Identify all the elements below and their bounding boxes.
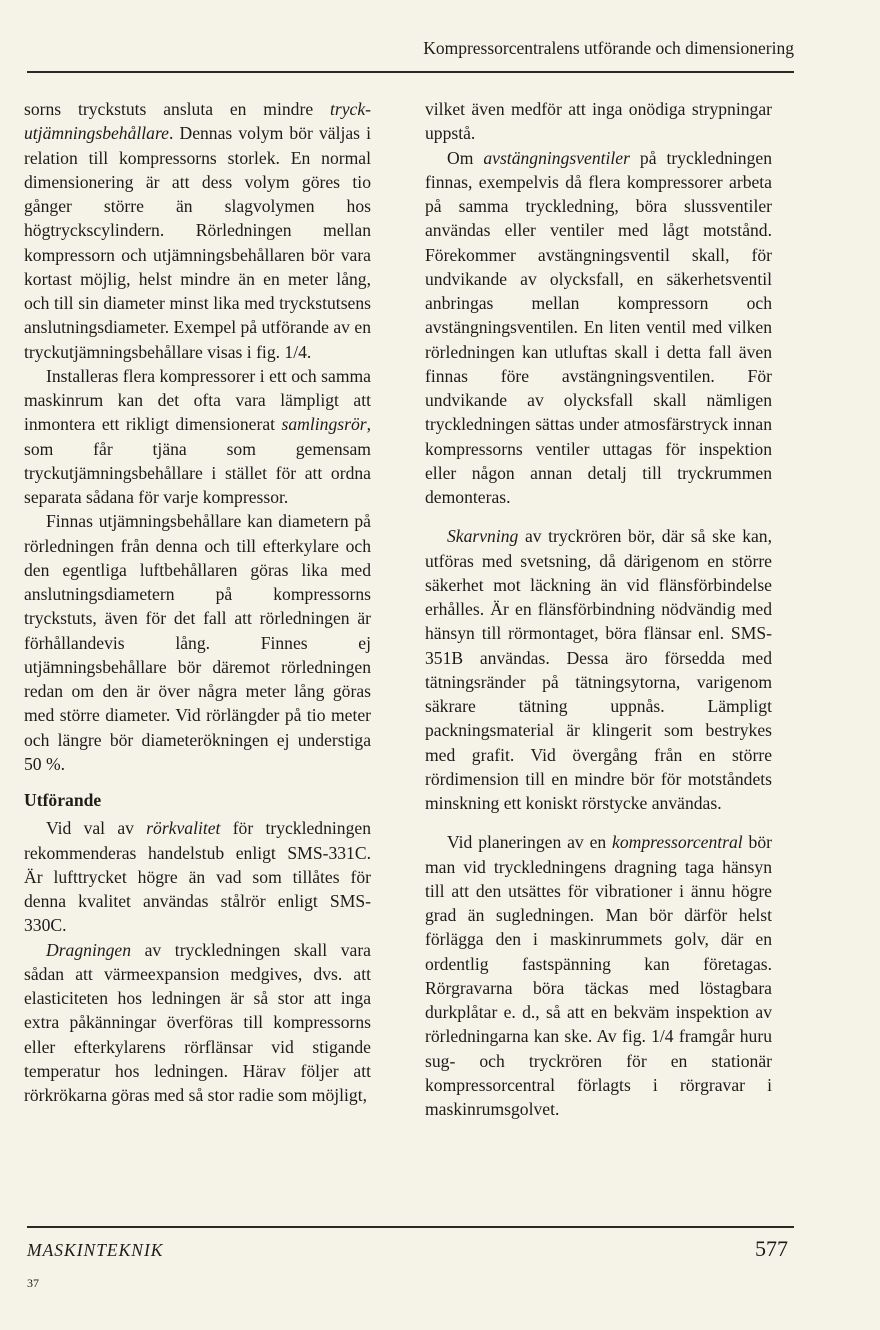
paragraph: Vid val av rörkvalitet för tryckledningen rekommenderas handelstub enligt SMS-331C. Är lufttrycket högre än vad som tillåtes för denna kvalitet användas stålrör enligt SMS-330C. — [24, 818, 371, 936]
right-column — [425, 97, 772, 1121]
emphasized-term: samlingsrör — [281, 414, 367, 435]
issue-number: 37 — [27, 1276, 39, 1290]
emphasized-term: kompressorcentral — [612, 832, 743, 853]
journal-name: MASKINTEKNIK — [27, 1240, 164, 1260]
page-number: 577 — [755, 1236, 788, 1261]
left-column — [24, 97, 371, 1107]
paragraph: Vid planeringen av en kompressorcentral bör man vid tryckledningens dragning taga hänsyn till att den utsättes för vibrationer i ännu högre grad än sugledningen. Man bör därför helst förlägga den i maskinrummets golv, där en ordentlig fastspänning kan företagas. Rörgravarna böra täckas med löstagbara durkplåtar e. d., så att en bekväm inspektion av rörledningarna kan ske. Av fig. 1/4 framgår huru sug- och tryckrören för en stationär kompressorcentral förlagts i rörgravar i maskinrumsgolvet. — [425, 832, 773, 1119]
emphasized-term: Dragningen — [46, 939, 132, 960]
footer-rule — [27, 1226, 794, 1228]
emphasized-term: Skarvning — [447, 526, 519, 547]
paragraph: vilket även medför att inga onödiga strypningar uppstå. — [425, 99, 772, 144]
paragraph: Installeras flera kompressorer i ett och samma maskinrum kan det ofta vara lämpligt att inmontera ett rikligt dimensionerat samlingsrör, som får tjäna som gemensam tryckutjämningsbehållare i stället för att ordna separata sådana för varje kompressor. — [24, 365, 371, 507]
paragraph: Dragningen av tryckledningen skall vara sådan att värmeexpansion medgives, dvs. att elasticiteten hos ledningen är så stor att inga extra påkänningar överföras till kompressorns eller efterkylarens rörflänsar vid stigande temperatur hos ledningen. Härav följer att rörkrökarna göras med så stor radie som möjligt, — [24, 939, 371, 1105]
paragraph: Skarvning av tryckrören bör, där så ske kan, utföras med svetsning, då därigenom en större säkerhet mot läckning än vid flänsförbindelse erhålles. Är en flänsförbindning nödvändig med hänsyn till rörmontaget, böra flänsar enl. SMS-351B användas. Dessa äro försedda med tätningsränder på tätningsytorna, varigenom säkrare tätning uppnås. Lämpligt packningsmaterial är klingerit som bestrykes med grafit. Vid övergång från en större rördimension till en mindre bör för motståndets minskning ett koniskt rörstycke användas. — [425, 526, 772, 813]
paragraph: Om avstängningsventiler på tryckledningen finnas, exempelvis då flera kompressorer arbeta på samma tryckledning, böra slussventiler användas eller ventiler med lågt motstånd. Förekommer avstängningsventil skall, för undvikande av olycksfall, en säkerhetsventil anbringas mellan kompressorn och avstängningsventilen. En liten ventil med vilken rörledningen kan utluftas skall i detta fall även finnas före avstängningsventilen. För undvikande av olycksfall skall nämligen tryckledningen sättas under atmosfärstryck innan kompressorns ventiler uttagas för inspektion eller någon annan detalj till tryckrummen demonteras. — [425, 147, 772, 507]
running-header: Kompressorcentralens utförande och dimensionering — [423, 38, 794, 58]
paragraph: sorns tryckstuts ansluta en mindre tryck-utjämningsbehållare. Dennas volym bör väljas i relation till kompressorns storlek. En normal dimensionering är att dess volym göres tio gånger större än slagvolymen hos högtryckscylindern. Rörledningen mellan kompressorn och utjämningsbehållaren bör vara kortast möjlig, helst mindre än en meter lång, och till sin diameter minst lika med tryckstutsens anslutningsdiameter. Exempel på utförande av en tryckutjämningsbehållare visas i fig. 1/4. — [24, 99, 371, 362]
section-heading: Utförande — [24, 790, 102, 810]
paragraph: Finnas utjämningsbehållare kan diametern på rörledningen från denna och till efterkylare och den egentliga luftbehållaren göras lika med anslutningsdiametern på kompressorns tryckstuts, även för det fall att rörledningen är förhållandevis lång. Finnes ej utjämningsbehållare bör däremot rörledningen redan om den är över några meter lång göras med större diameter. Vid rörlängder på tio meter och längre bör diameterökningen ej understiga 50 %. — [24, 511, 371, 774]
emphasized-term: rörkvalitet — [146, 818, 221, 839]
emphasized-term: tryck-utjämningsbehållare — [24, 99, 371, 144]
emphasized-term: avstängningsventiler — [483, 147, 630, 168]
header-rule — [27, 71, 794, 73]
